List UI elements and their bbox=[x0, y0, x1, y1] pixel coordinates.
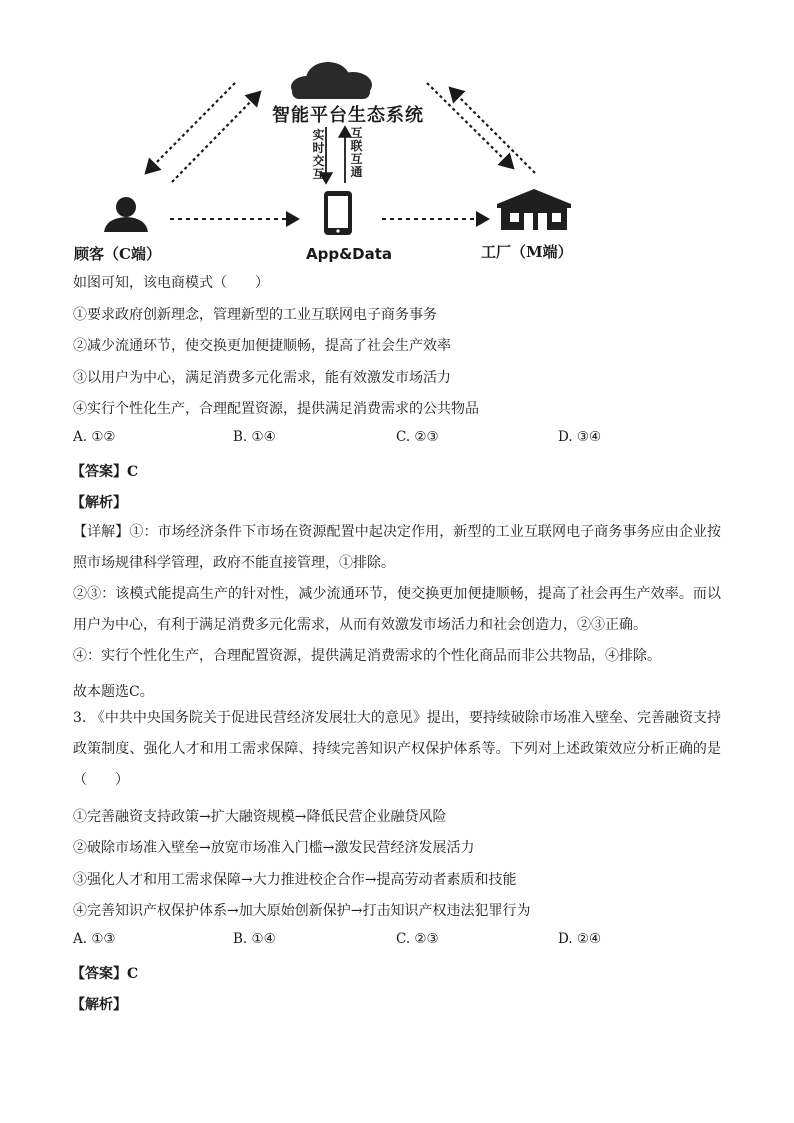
option-a: A. ①② bbox=[73, 429, 116, 445]
arrow-platform-to-factory bbox=[427, 83, 513, 168]
option-c: C. ②③ bbox=[396, 931, 439, 947]
option-b: B. ①④ bbox=[233, 429, 276, 445]
statement-item: ②减少流通环节，使交换更加便捷顺畅，提高了社会生产效率 bbox=[73, 338, 451, 354]
customer-icon bbox=[104, 197, 148, 232]
vchar: 通 bbox=[350, 165, 363, 179]
option-a: A. ①③ bbox=[73, 931, 116, 947]
statement-item: ④实行个性化生产，合理配置资源，提供满足消费需求的公共物品 bbox=[73, 401, 479, 417]
arrow-factory-to-platform bbox=[450, 88, 535, 173]
question-stem: 3. 《中共中央国务院关于促进民营经济发展壮大的意见》提出，要持续破除市场准入壁垒、完善融资支持政策制度、强化人才和用工需求保障、持续完善知识产权保护体系等。下列对上述政策效应分析正确的是（ ） bbox=[73, 710, 721, 788]
arrow-platform-to-customer bbox=[146, 83, 235, 173]
cloud-icon bbox=[291, 62, 372, 99]
vchar: 联 bbox=[350, 139, 363, 153]
statement-item: ②破除市场准入壁垒→放宽市场准入门槛→激发民营经济发展活力 bbox=[73, 840, 475, 856]
answer-label: 【答案】C bbox=[71, 464, 139, 480]
arrow-customer-to-platform bbox=[172, 92, 260, 182]
option-d: D. ③④ bbox=[558, 429, 602, 445]
vchar: 互 bbox=[312, 167, 325, 181]
app-label: App&Data bbox=[306, 245, 393, 263]
detail-paragraph-3: ④：实行个性化生产，合理配置资源，提供满足消费需求的个性化商品而非公共物品，④排除。 bbox=[73, 648, 661, 664]
analysis-label: 【解析】 bbox=[71, 495, 127, 511]
answer-label: 【答案】C bbox=[71, 966, 139, 982]
statement-item: ③以用户为中心，满足消费多元化需求，能有效激发市场活力 bbox=[73, 370, 451, 386]
ecommerce-model-diagram bbox=[60, 55, 620, 270]
statement-item: ①完善融资支持政策→扩大融资规模→降低民营企业融贷风险 bbox=[73, 809, 447, 825]
factory-icon bbox=[497, 189, 571, 230]
question-stem: 如图可知，该电商模式（ ） bbox=[73, 275, 269, 291]
detail-paragraph-1: 【详解】①：市场经济条件下市场在资源配置中起决定作用，新型的工业互联网电子商务事务应由企业按照市场规律科学管理，政府不能直接管理，①排除。 bbox=[73, 524, 721, 571]
statement-item: ③强化人才和用工需求保障→大力推进校企合作→提高劳动者素质和技能 bbox=[73, 872, 517, 888]
vchar: 互 bbox=[350, 126, 363, 140]
vchar: 时 bbox=[312, 141, 325, 155]
interconnect-label bbox=[350, 127, 363, 179]
option-c: C. ②③ bbox=[396, 429, 439, 445]
conclusion: 故本题选C。 bbox=[73, 684, 154, 700]
factory-label: 工厂（M端） bbox=[481, 243, 573, 261]
vchar: 交 bbox=[312, 154, 325, 168]
detail-paragraph-2: ②③：该模式能提高生产的针对性，减少流通环节，使交换更加便捷顺畅，提高了社会再生产效率。而以用户为中心，有利于满足消费多元化需求，从而有效激发市场活力和社会创造力，②③正确。 bbox=[73, 586, 721, 633]
statement-item: ①要求政府创新理念，管理新型的工业互联网电子商务事务 bbox=[73, 307, 437, 323]
diagram-graphics bbox=[60, 55, 620, 270]
option-b: B. ①④ bbox=[233, 931, 276, 947]
customer-label: 顾客（C端） bbox=[74, 245, 161, 263]
vchar: 实 bbox=[312, 128, 325, 142]
platform-title: 智能平台生态系统 bbox=[272, 105, 424, 126]
option-d: D. ②④ bbox=[558, 931, 602, 947]
phone-icon bbox=[324, 191, 352, 235]
realtime-interaction-label bbox=[312, 129, 325, 181]
analysis-label: 【解析】 bbox=[71, 997, 127, 1013]
statement-item: ④完善知识产权保护体系→加大原始创新保护→打击知识产权违法犯罪行为 bbox=[73, 903, 531, 919]
vchar: 互 bbox=[350, 152, 363, 166]
